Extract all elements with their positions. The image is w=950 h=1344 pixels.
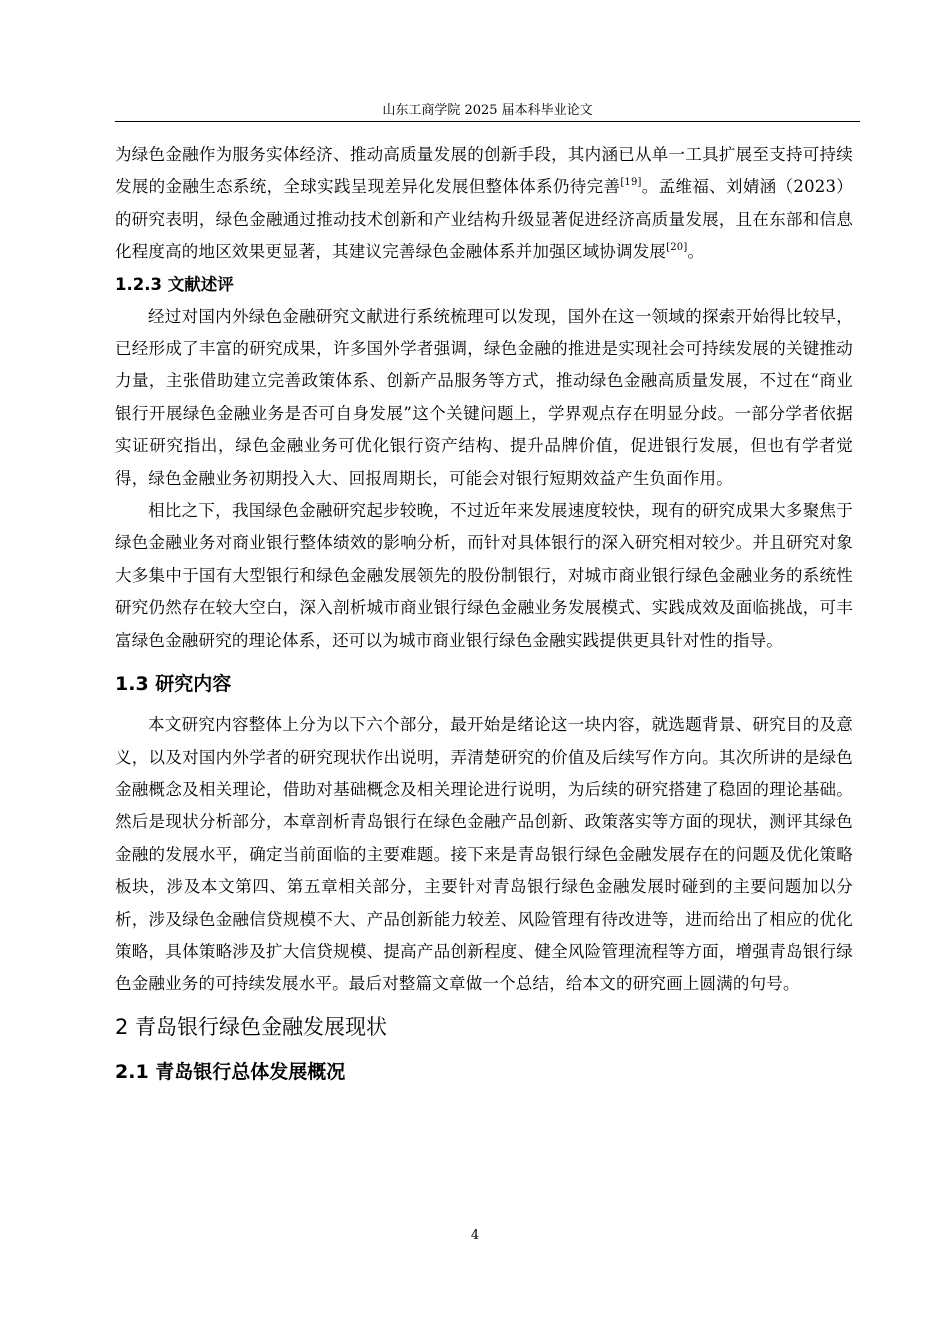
paragraph-literature-review-2: 相比之下，我国绿色金融研究起步较晚，不过近年来发展速度较快，现有的研究成果大多聚焦于绿色金融业务对商业银行整体绩效的影响分析，而针对具体银行的深入研究相对较少。并且研究对象大多集中于国有大型银行和绿色金融发展领先的股份制银行，对城市商业银行绿色金融业务的系统性研究仍然存在较大空白，深入剖析城市商业银行绿色金融业务发展模式、实践成效及面临挑战，可丰富绿色金融研究的理论体系，还可以为城市商业银行绿色金融实践提供更具针对性的指导。: [115, 501, 853, 650]
heading-2-1: 2.1 青岛银行总体发展概况: [115, 1060, 346, 1083]
heading-1-2-3: 1.2.3 文献述评: [115, 274, 234, 294]
page-header: 山东工商学院 2025 届本科毕业论文: [382, 103, 593, 118]
heading-chapter-2: 2 青岛银行绿色金融发展现状: [115, 1014, 388, 1039]
main-content: [115, 139, 853, 1093]
paragraph-research-content: 本文研究内容整体上分为以下六个部分，最开始是绪论这一块内容，就选题背景、研究目的及意义，以及对国内外学者的研究现状作出说明，弄清楚研究的价值及后续写作方向。其次所讲的是绿色金融概念及相关理论，借助对基础概念及相关理论进行说明，为后续的研究搭建了稳固的理论基础。然后是现状分析部分，本章剖析青岛银行在绿色金融产品创新、政策落实等方面的现状，测评其绿色金融的发展水平，确定当前面临的主要难题。接下来是青岛银行绿色金融发展存在的问题及优化策略板块，涉及本文第四、第五章相关部分，主要针对青岛银行绿色金融发展时碰到的主要问题加以分析，涉及绿色金融信贷规模不大、产品创新能力较差、风险管理有待改进等，进而给出了相应的优化策略，具体策略涉及扩大信贷规模、提高产品创新程度、健全风险管理流程等方面，增强青岛银行绿色金融业务的可持续发展水平。最后对整篇文章做一个总结，给本文的研究画上圆满的句号。: [115, 715, 853, 994]
page-number: 4: [470, 1228, 480, 1243]
paragraph-text: 。: [687, 242, 705, 262]
citation-20: [20]: [666, 242, 688, 254]
paragraph-text: 。孟维福、刘婧涵（2023）的研究表明，绿色金融通过推动技术创新和产业结构升级显著促进经济高质量发展，且在东部和信息化程度高的地区效果更显著，其建议完善绿色金融体系并加强区域协调发展: [115, 177, 854, 262]
paragraph-text: 为绿色金融作为服务实体经济、推动高质量发展的创新手段，其内涵已从单一工具扩展至支持可持续发展的金融生态系统，全球实践呈现差异化发展但整体体系仍待完善: [115, 145, 853, 197]
paragraph-continued: [115, 139, 853, 269]
header-rule: [115, 121, 860, 122]
paragraph-literature-review-1: 经过对国内外绿色金融研究文献进行系统梳理可以发现，国外在这一领域的探索开始得比较早，已经形成了丰富的研究成果，许多国外学者强调，绿色金融的推进是实现社会可持续发展的关键推动力量，主张借助建立完善政策体系、创新产品服务等方式，推动绿色金融高质量发展，不过在“商业银行开展绿色金融业务是否可自身发展”这个关键问题上，学界观点存在明显分歧。一部分学者依据实证研究指出，绿色金融业务可优化银行资产结构、提升品牌价值，促进银行发展，但也有学者觉得，绿色金融业务初期投入大、回报周期长，可能会对银行短期效益产生负面作用。: [115, 306, 853, 488]
heading-1-3: 1.3 研究内容: [115, 673, 232, 696]
citation-19: [19]: [620, 177, 642, 189]
